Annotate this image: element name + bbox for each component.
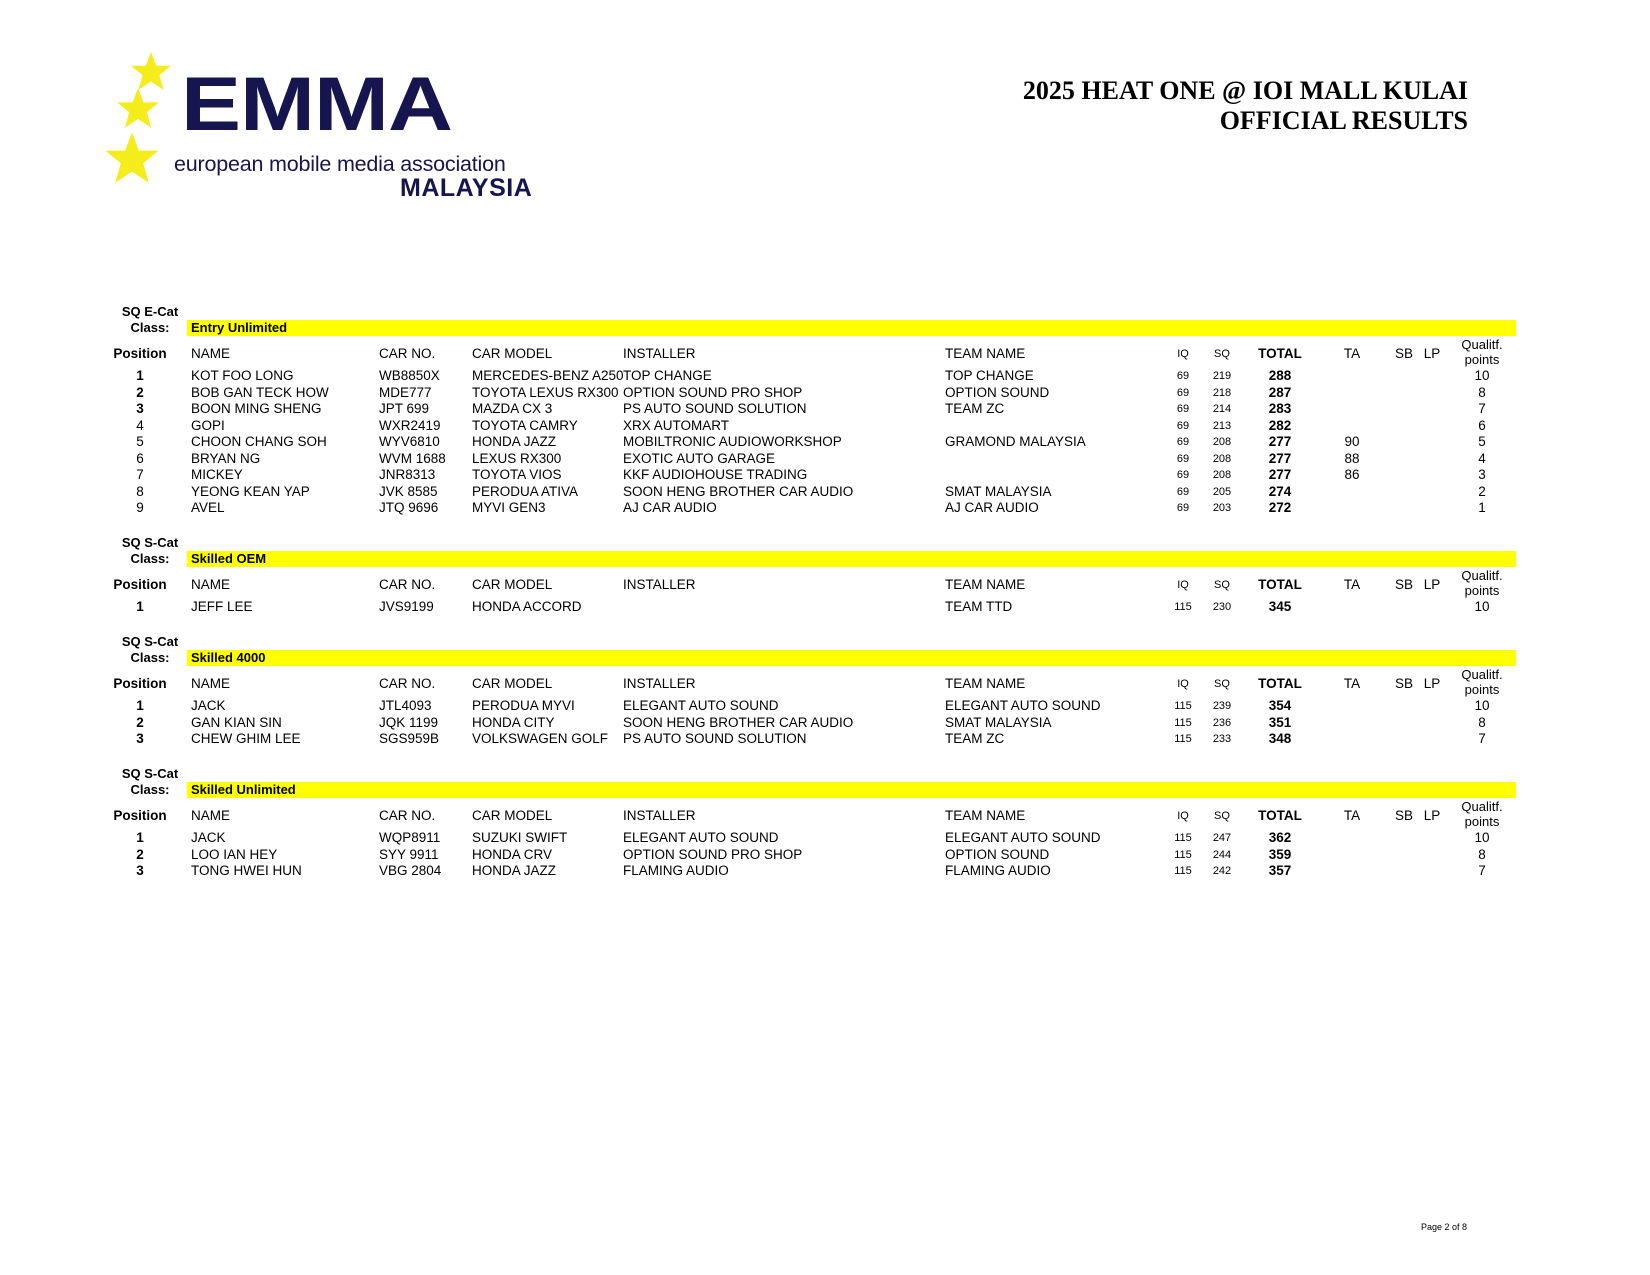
table-row	[110, 500, 1516, 517]
table-row	[110, 847, 1516, 864]
sq-cell: 213	[1212, 419, 1232, 432]
table-row	[110, 385, 1516, 402]
ta-header: TA	[1343, 676, 1361, 691]
table-row	[110, 418, 1516, 435]
name-header: NAME	[191, 808, 231, 823]
iq-cell: 115	[1174, 601, 1192, 613]
ta-header: TA	[1343, 346, 1361, 361]
team-name-cell: OPTION SOUND	[945, 846, 1050, 862]
installer-cell: FLAMING AUDIO	[623, 863, 729, 878]
position-cell: 3	[136, 401, 144, 416]
sq-cell: 205	[1212, 485, 1232, 498]
car-no-header: CAR NO.	[379, 346, 436, 361]
iq-cell: 69	[1176, 386, 1190, 399]
page-number: Page 2 of 8	[1420, 1222, 1467, 1232]
position-cell: 1	[136, 599, 144, 614]
position-cell: 4	[136, 417, 144, 433]
car-no-cell: WYV6810	[379, 434, 440, 449]
installer-cell: KKF AUDIOHOUSE TRADING	[623, 467, 808, 482]
title-line-1: 2025 HEAT ONE @ IOI MALL KULAI	[1022, 76, 1468, 105]
iq-cell: 69	[1176, 502, 1190, 514]
lp-header: LP	[1423, 577, 1441, 592]
car-model-header: CAR MODEL	[472, 577, 553, 592]
team-name-header: TEAM NAME	[945, 346, 1026, 361]
name-cell: AVEL	[191, 500, 225, 515]
lp-header: LP	[1423, 808, 1441, 823]
name-cell: GAN KIAN SIN	[191, 714, 282, 730]
total-header: TOTAL	[1258, 577, 1302, 592]
car-model-cell: TOYOTA CAMRY	[472, 417, 578, 433]
total-cell: 274	[1268, 483, 1292, 499]
iq-header: IQ	[1177, 348, 1189, 360]
table-row	[110, 599, 1516, 616]
class-name-bar: Skilled OEM	[187, 551, 1516, 567]
position-cell: 2	[136, 846, 144, 862]
team-name-cell: SMAT MALAYSIA	[945, 714, 1052, 730]
car-model-cell: MYVI GEN3	[472, 500, 546, 515]
team-name-cell: TEAM ZC	[945, 731, 1005, 746]
name-cell: JEFF LEE	[191, 599, 253, 614]
car-model-cell: LEXUS RX300	[472, 450, 562, 466]
team-name-cell: FLAMING AUDIO	[945, 863, 1051, 878]
car-model-cell: MAZDA CX 3	[472, 401, 553, 416]
page-title	[1023, 76, 1468, 136]
section-header	[110, 535, 1516, 569]
name-cell: CHEW GHIM LEE	[191, 731, 301, 746]
section-header	[110, 304, 1516, 338]
name-header: NAME	[191, 346, 231, 361]
sq-cell: 208	[1212, 452, 1232, 465]
installer-cell: ELEGANT AUTO SOUND	[623, 830, 779, 845]
logo-country: MALAYSIA	[400, 174, 533, 202]
name-cell: BOB GAN TECK HOW	[191, 384, 329, 400]
team-name-cell: GRAMOND MALAYSIA	[945, 434, 1086, 449]
sq-cell: 219	[1212, 370, 1232, 382]
installer-cell: OPTION SOUND PRO SHOP	[623, 846, 803, 862]
table-row	[110, 731, 1516, 748]
position-cell: 5	[136, 434, 144, 449]
class-name-bar: Skilled Unlimited	[187, 782, 1516, 798]
total-header: TOTAL	[1258, 676, 1302, 691]
car-model-cell: PERODUA ATIVA	[472, 483, 579, 499]
position-cell: 3	[136, 731, 144, 746]
section-category: SQ S-Cat	[121, 535, 179, 550]
total-cell: 357	[1268, 863, 1292, 878]
total-cell: 348	[1268, 731, 1292, 746]
car-no-cell: JPT 699	[379, 401, 430, 416]
installer-cell: TOP CHANGE	[623, 368, 712, 383]
installer-cell: EXOTIC AUTO GARAGE	[623, 450, 776, 466]
iq-cell: 115	[1174, 832, 1192, 844]
car-no-cell: SGS959B	[379, 731, 440, 746]
section-header	[110, 634, 1516, 668]
car-no-cell: WQP8911	[379, 830, 441, 845]
sq-cell: 208	[1212, 436, 1232, 448]
ta-cell: 88	[1344, 450, 1360, 466]
installer-cell: XRX AUTOMART	[623, 417, 730, 433]
table-row	[110, 451, 1516, 468]
installer-cell: PS AUTO SOUND SOLUTION	[623, 401, 807, 416]
total-cell: 277	[1268, 450, 1292, 466]
iq-cell: 69	[1176, 436, 1190, 448]
sb-header: SB	[1394, 808, 1413, 823]
iq-cell: 115	[1174, 716, 1192, 729]
car-model-cell: HONDA ACCORD	[472, 599, 582, 614]
team-name-cell: TEAM TTD	[945, 599, 1013, 614]
installer-header: INSTALLER	[623, 808, 696, 823]
iq-cell: 69	[1176, 452, 1190, 465]
class-name-bar: Skilled 4000	[187, 650, 1516, 666]
total-header: TOTAL	[1258, 808, 1302, 823]
car-no-header: CAR NO.	[379, 676, 436, 691]
sq-cell: 218	[1212, 386, 1232, 399]
column-header-row	[110, 668, 1516, 698]
sb-header: SB	[1394, 676, 1413, 691]
name-cell: YEONG KEAN YAP	[191, 483, 310, 499]
star-icon	[130, 52, 172, 92]
position-header: Position	[113, 577, 167, 592]
position-header: Position	[113, 808, 167, 823]
sb-header: SB	[1394, 577, 1413, 592]
sb-header: SB	[1394, 346, 1413, 361]
results-section	[110, 304, 1516, 517]
position-cell: 9	[136, 500, 144, 515]
iq-header: IQ	[1177, 579, 1189, 591]
team-name-cell: TOP CHANGE	[945, 368, 1034, 383]
total-cell: 282	[1268, 417, 1292, 433]
total-cell: 287	[1268, 384, 1292, 400]
table-row	[110, 830, 1516, 847]
table-row	[110, 368, 1516, 385]
name-cell: CHOON CHANG SOH	[191, 434, 327, 449]
qualif-points-cell: 10	[1474, 830, 1490, 845]
installer-header: INSTALLER	[623, 577, 696, 592]
car-no-cell: JVS9199	[379, 599, 434, 614]
section-category: SQ S-Cat	[121, 634, 179, 649]
name-cell: TONG HWEI HUN	[191, 863, 302, 878]
qualif-points-cell: 10	[1474, 599, 1490, 614]
installer-header: INSTALLER	[623, 346, 696, 361]
qualif-points-cell: 3	[1478, 467, 1486, 482]
section-header	[110, 766, 1516, 800]
car-no-cell: WXR2419	[379, 417, 441, 433]
class-label: Class:	[130, 782, 170, 797]
table-row	[110, 401, 1516, 418]
car-no-cell: WB8850X	[379, 368, 440, 383]
sq-cell: 208	[1212, 469, 1232, 481]
qualif-points-cell: 4	[1478, 450, 1486, 466]
car-no-cell: JTL4093	[379, 698, 432, 713]
ta-cell: 86	[1344, 467, 1360, 482]
installer-cell: SOON HENG BROTHER CAR AUDIO	[623, 714, 854, 730]
sq-cell: 233	[1212, 733, 1232, 745]
position-cell: 8	[136, 483, 144, 499]
qualif-points-cell: 7	[1478, 863, 1486, 878]
logo-wordmark: EMMA	[181, 61, 452, 147]
name-cell: JACK	[191, 698, 226, 713]
qualif-points-cell: 8	[1478, 846, 1486, 862]
installer-cell: OPTION SOUND PRO SHOP	[623, 384, 803, 400]
iq-cell: 115	[1174, 733, 1192, 745]
qualif-points-cell: 8	[1478, 384, 1486, 400]
team-name-cell: ELEGANT AUTO SOUND	[945, 830, 1101, 845]
qualif-points-header: Qualitf. points	[1461, 667, 1503, 697]
name-cell: LOO IAN HEY	[191, 846, 278, 862]
iq-cell: 69	[1176, 370, 1190, 382]
iq-cell: 115	[1174, 865, 1192, 877]
team-name-cell: TEAM ZC	[945, 401, 1005, 416]
team-name-cell: SMAT MALAYSIA	[945, 483, 1052, 499]
car-model-cell: PERODUA MYVI	[472, 698, 575, 713]
car-model-cell: VOLKSWAGEN GOLF	[472, 731, 609, 746]
iq-cell: 69	[1176, 485, 1190, 498]
qualif-points-header: Qualitf. points	[1461, 568, 1503, 598]
name-cell: MICKEY	[191, 467, 243, 482]
car-model-cell: TOYOTA VIOS	[472, 467, 562, 482]
section-category: SQ S-Cat	[121, 766, 179, 781]
sq-header: SQ	[1214, 810, 1230, 822]
installer-cell: PS AUTO SOUND SOLUTION	[623, 731, 807, 746]
qualif-points-cell: 10	[1474, 368, 1490, 383]
iq-header: IQ	[1177, 678, 1189, 690]
class-label: Class:	[130, 320, 170, 335]
total-cell: 354	[1268, 698, 1292, 713]
car-no-cell: WVM 1688	[379, 450, 446, 466]
installer-cell: ELEGANT AUTO SOUND	[623, 698, 779, 713]
ta-cell: 90	[1344, 434, 1360, 449]
class-label: Class:	[130, 650, 170, 665]
team-name-cell: AJ CAR AUDIO	[945, 500, 1039, 515]
logo-subtitle: european mobile media association	[174, 152, 506, 176]
qualif-points-header: Qualitf. points	[1461, 337, 1503, 367]
team-name-cell: ELEGANT AUTO SOUND	[945, 698, 1101, 713]
table-row	[110, 715, 1516, 732]
qualif-points-cell: 1	[1478, 500, 1486, 515]
sq-header: SQ	[1214, 348, 1230, 360]
qualif-points-cell: 5	[1478, 434, 1486, 449]
sq-header: SQ	[1214, 678, 1230, 690]
car-model-cell: HONDA CRV	[472, 846, 553, 862]
lp-header: LP	[1423, 346, 1441, 361]
iq-cell: 69	[1176, 403, 1190, 415]
installer-header: INSTALLER	[623, 676, 696, 691]
section-category: SQ E-Cat	[121, 304, 179, 319]
position-cell: 1	[136, 368, 144, 383]
total-cell: 277	[1268, 434, 1292, 449]
car-model-header: CAR MODEL	[472, 808, 553, 823]
total-header: TOTAL	[1258, 346, 1302, 361]
car-no-cell: VBG 2804	[379, 863, 442, 878]
car-no-cell: JNR8313	[379, 467, 436, 482]
class-label: Class:	[130, 551, 170, 566]
installer-cell: AJ CAR AUDIO	[623, 500, 717, 515]
position-header: Position	[113, 346, 167, 361]
table-row	[110, 484, 1516, 501]
name-cell: BOON MING SHENG	[191, 401, 322, 416]
star-icon	[116, 88, 160, 130]
lp-header: LP	[1423, 676, 1441, 691]
team-name-cell: OPTION SOUND	[945, 384, 1050, 400]
total-cell: 272	[1268, 500, 1292, 515]
name-cell: JACK	[191, 830, 226, 845]
name-header: NAME	[191, 676, 231, 691]
installer-cell: MOBILTRONIC AUDIOWORKSHOP	[623, 434, 842, 449]
total-cell: 359	[1268, 846, 1292, 862]
car-model-cell: MERCEDES-BENZ A250	[472, 368, 624, 383]
class-name-bar: Entry Unlimited	[187, 320, 1516, 336]
car-model-cell: SUZUKI SWIFT	[472, 830, 568, 845]
table-row	[110, 434, 1516, 451]
position-cell: 3	[136, 863, 144, 878]
position-cell: 6	[136, 450, 144, 466]
results-section	[110, 535, 1516, 616]
total-cell: 277	[1268, 467, 1292, 482]
qualif-points-cell: 10	[1474, 698, 1490, 713]
installer-cell: SOON HENG BROTHER CAR AUDIO	[623, 483, 854, 499]
sq-cell: 203	[1212, 502, 1232, 514]
table-row	[110, 863, 1516, 880]
sq-cell: 244	[1212, 848, 1232, 861]
car-model-header: CAR MODEL	[472, 346, 553, 361]
position-cell: 2	[136, 714, 144, 730]
team-name-header: TEAM NAME	[945, 808, 1026, 823]
team-name-header: TEAM NAME	[945, 676, 1026, 691]
table-row	[110, 467, 1516, 484]
name-cell: BRYAN NG	[191, 450, 261, 466]
title-line-2: OFFICIAL RESULTS	[1219, 106, 1468, 135]
car-no-cell: SYY 9911	[379, 846, 439, 862]
total-cell: 362	[1268, 830, 1292, 845]
emma-logo	[108, 52, 533, 202]
iq-cell: 69	[1176, 419, 1190, 432]
qualif-points-cell: 7	[1478, 731, 1486, 746]
car-no-cell: MDE777	[379, 384, 432, 400]
name-cell: KOT FOO LONG	[191, 368, 294, 383]
total-cell: 288	[1268, 368, 1292, 383]
sq-cell: 236	[1212, 716, 1232, 729]
table-row	[110, 698, 1516, 715]
iq-cell: 69	[1176, 469, 1190, 481]
name-header: NAME	[191, 577, 231, 592]
position-cell: 1	[136, 698, 144, 713]
qualif-points-cell: 2	[1478, 483, 1486, 499]
qualif-points-header: Qualitf. points	[1461, 799, 1503, 829]
position-header: Position	[113, 676, 167, 691]
car-no-header: CAR NO.	[379, 577, 436, 592]
results-section	[110, 766, 1516, 880]
iq-cell: 115	[1174, 848, 1192, 861]
sq-cell: 239	[1212, 700, 1232, 712]
ta-header: TA	[1343, 808, 1361, 823]
sq-cell: 230	[1212, 601, 1232, 613]
name-cell: GOPI	[191, 417, 225, 433]
column-header-row	[110, 338, 1516, 368]
results-section	[110, 634, 1516, 748]
sq-cell: 247	[1212, 832, 1232, 844]
car-no-cell: JQK 1199	[379, 714, 439, 730]
total-cell: 283	[1268, 401, 1292, 416]
position-cell: 2	[136, 384, 144, 400]
sq-header: SQ	[1214, 579, 1230, 591]
ta-header: TA	[1343, 577, 1361, 592]
column-header-row	[110, 569, 1516, 599]
qualif-points-cell: 8	[1478, 714, 1486, 730]
iq-header: IQ	[1177, 810, 1189, 822]
car-no-cell: JVK 8585	[379, 483, 438, 499]
star-icon	[104, 132, 160, 186]
iq-cell: 115	[1174, 700, 1192, 712]
team-name-header: TEAM NAME	[945, 577, 1026, 592]
total-cell: 351	[1268, 714, 1292, 730]
qualif-points-cell: 6	[1478, 417, 1486, 433]
column-header-row	[110, 800, 1516, 830]
position-cell: 1	[136, 830, 144, 845]
qualif-points-cell: 7	[1478, 401, 1486, 416]
car-no-cell: JTQ 9696	[379, 500, 439, 515]
car-model-cell: HONDA JAZZ	[472, 863, 557, 878]
car-model-cell: TOYOTA LEXUS RX300	[472, 384, 619, 400]
total-cell: 345	[1268, 599, 1292, 614]
car-model-cell: HONDA JAZZ	[472, 434, 557, 449]
sq-cell: 242	[1212, 865, 1232, 877]
car-no-header: CAR NO.	[379, 808, 436, 823]
car-model-cell: HONDA CITY	[472, 714, 555, 730]
position-cell: 7	[136, 467, 144, 482]
car-model-header: CAR MODEL	[472, 676, 553, 691]
sq-cell: 214	[1212, 403, 1232, 415]
